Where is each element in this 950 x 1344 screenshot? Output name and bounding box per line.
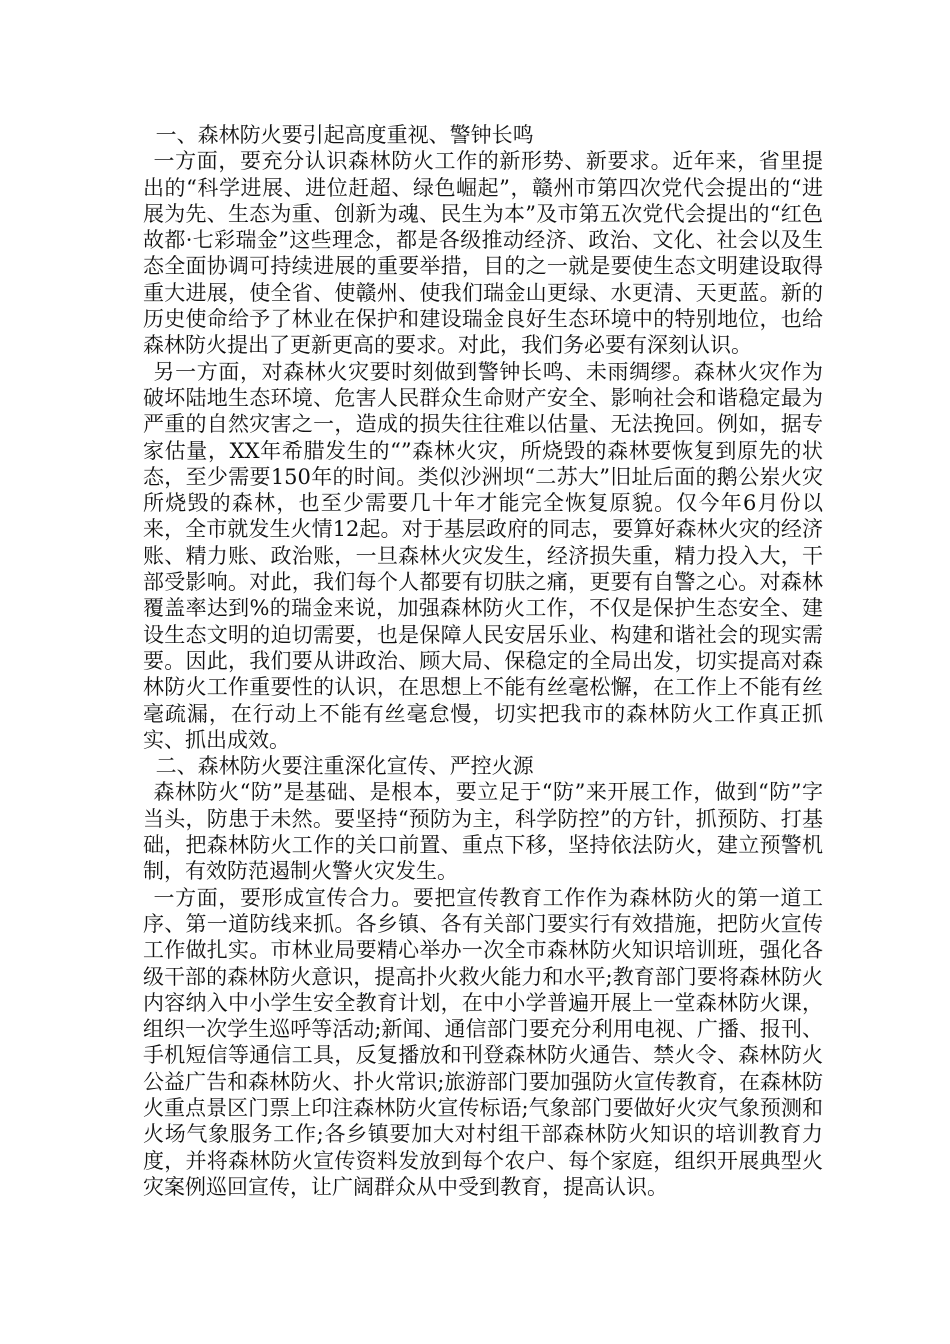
paragraph: 森林防火“防”是基础、是根本，要立足于“防”来开展工作，做到“防”字当头，防患于未然。要坚持“预防为主，科学防控”的方针，抓预防、打基础，把森林防火工作的关口前置、重点下移，坚持依法防火，建立预警机制，有效防范遏制火警火灾发生。 [143, 780, 823, 884]
section-heading: 二、森林防火要注重深化宣传、严控火源 [155, 754, 534, 779]
paragraph: 一方面，要形成宣传合力。要把宣传教育工作作为森林防火的第一道工序、第一道防线来抓。各乡镇、各有关部门要实行有效措施，把防火宣传工作做扎实。市林业局要精心举办一次全市森林防火知识培训班，强化各级干部的森林防火意识，提高扑火救火能力和水平;教育部门要将森林防火内容纳入中小学生安全教育计划，在中小学普遍开展上一堂森林防火课，组织一次学生巡呼等活动;新闻、通信部门要充分利用电视、广播、报刊、手机短信等通信工具，反复播放和刊登森林防火通告、禁火令、森林防火公益广告和森林防火、扑火常识;旅游部门要加强防火宣传教育，在森林防火重点景区门票上印注森林防火宣传标语;气象部门要做好火灾气象预测和火场气象服务工作;各乡镇要加大对村组干部森林防火知识的培训教育力度，并将森林防火宣传资料发放到每个农户、每个家庭，组织开展典型火灾案例巡回宣传，让广阔群众从中受到教育，提高认识。 [143, 885, 823, 1199]
paragraph: 另一方面，对森林火灾要时刻做到警钟长鸣、未雨绸缪。森林火灾作为破坏陆地生态环境、危害人民群众生命财产安全、影响社会和谐稳定最为严重的自然灾害之一，造成的损失往往难以估量、无法挽回。例如，据专家估量，XX年希腊发生的“”森林火灾，所烧毁的森林要恢复到原先的状态，至少需要150年的时间。类似沙洲坝“二苏大”旧址后面的鹅公岽火灾所烧毁的森林，也至少需要几十年才能完全恢复原貌。仅今年6月份以来，全市就发生火情12起。对于基层政府的同志，要算好森林火灾的经济账、精力账、政治账，一旦森林火灾发生，经济损失重，精力投入大，干部受影响。对此，我们每个人都要有切肤之痛，更要有自警之心。对森林覆盖率达到%的瑞金来说，加强森林防火工作，不仅是保护生态安全、建设生态文明的迫切需要，也是保障人民安居乐业、构建和谐社会的现实需要。因此，我们要从讲政治、顾大局、保稳定的全局出发，切实提高对森林防火工作重要性的认识，在思想上不能有丝毫松懈，在工作上不能有丝毫疏漏，在行动上不能有丝毫怠慢，切实把我市的森林防火工作真正抓实、抓出成效。 [143, 359, 823, 752]
document-page [143, 122, 823, 1200]
paragraph: 一方面，要充分认识森林防火工作的新形势、新要求。近年来，省里提出的“科学进展、进位赶超、绿色崛起”，赣州市第四次党代会提出的“进展为先、生态为重、创新为魂、民生为本”及市第五次党代会提出的“红色故都·七彩瑞金”这些理念，都是各级推动经济、政治、文化、社会以及生态全面协调可持续进展的重要举措，目的之一就是要使生态文明建设取得重大进展，使全省、使赣州、使我们瑞金山更绿、水更清、天更蓝。新的历史使命给予了林业在保护和建设瑞金良好生态环境中的特别地位，也给森林防火提出了更新更高的要求。对此，我们务必要有深刻认识。 [143, 149, 823, 358]
section-heading: 一、森林防火要引起高度重视、警钟长鸣 [155, 123, 534, 147]
